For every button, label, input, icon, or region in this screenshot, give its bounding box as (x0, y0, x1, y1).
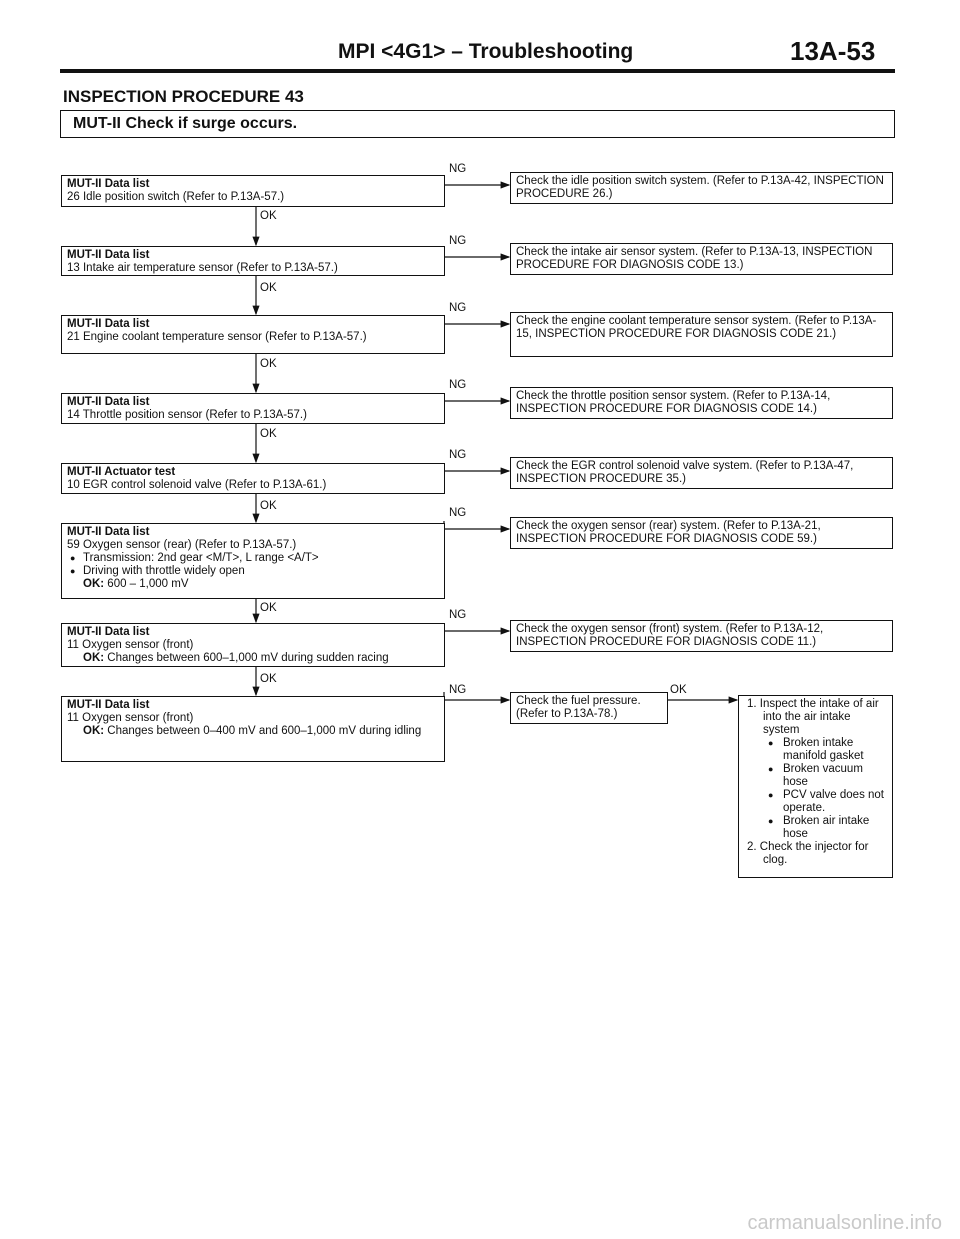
ok-label-final: OK (670, 684, 687, 696)
step-3-title: MUT-II Data list (67, 318, 150, 330)
step-5-title: MUT-II Actuator test (67, 466, 176, 478)
final-item-2-num: 2. (747, 841, 757, 853)
step-2-title: MUT-II Data list (67, 249, 150, 261)
procedure-title: MUT-II Check if surge occurs. (73, 115, 298, 132)
step-6-bullet-1: ● Transmission: 2nd gear <M/T>, L range <A/T> (67, 552, 439, 565)
step-6-bullet-2: ● Driving with throttle widely open (67, 565, 439, 578)
step-box-6 (61, 523, 445, 599)
step-box-1 (61, 175, 445, 207)
ng-action-6: Check the oxygen sensor (rear) system. (Refer to P.13A-21, INSPECTION PROCEDURE FOR DIAGNOSIS CODE 59.) (516, 520, 821, 545)
step-4-line: 14 Throttle position sensor (Refer to P.13A-57.) (67, 409, 307, 421)
final-item-1 (743, 698, 888, 737)
step-7-ok-val: Changes between 600–1,000 mV during sudden racing (107, 652, 389, 664)
step-7-ok (67, 652, 439, 665)
step-8-ok (67, 725, 439, 738)
step-8-ok-key: OK: (83, 725, 105, 737)
ng-action-box-4 (510, 387, 893, 419)
ng-label-6: NG (449, 507, 467, 519)
step-1-line: 26 Idle position switch (Refer to P.13A-57.) (67, 191, 285, 203)
watermark: carmanualsonline.info (747, 1212, 942, 1234)
step-6-title: MUT-II Data list (67, 526, 150, 538)
ng-action-4: Check the throttle position sensor system. (Refer to P.13A-14, INSPECTION PROCEDURE FOR DIAGNOSIS CODE 14.) (516, 390, 831, 415)
final-item-2-text: Check the injector for clog. (759, 841, 869, 866)
final-item-1-bullet-4: ● Broken air intake hose (743, 815, 888, 841)
ng-action-box-7 (510, 620, 893, 652)
final-item-1-bullet-3: ● PCV valve does not operate. (743, 789, 888, 815)
ng-action-box-6 (510, 517, 893, 549)
step-7-ok-key: OK: (83, 652, 105, 664)
step-6-ok (67, 578, 439, 591)
ng-label-4: NG (449, 379, 467, 391)
ng-action-2: Check the intake air sensor system. (Refer to P.13A-13, INSPECTION PROCEDURE FOR DIAGNOSIS CODE 13.) (516, 246, 873, 271)
ng-action-3: Check the engine coolant temperature sensor system. (Refer to P.13A-15, INSPECTION PROCEDURE FOR DIAGNOSIS CODE 21.) (516, 315, 877, 340)
step-2-line: 13 Intake air temperature sensor (Refer to P.13A-57.) (67, 262, 338, 274)
header-title: MPI <4G1> – Troubleshooting (338, 40, 634, 63)
step-8-title: MUT-II Data list (67, 699, 150, 711)
final-item-1-num: 1. (747, 698, 757, 710)
step-6-line: 59 Oxygen sensor (rear) (Refer to P.13A-57.) (67, 539, 297, 551)
ok-label-2: OK (260, 282, 277, 294)
step-box-8 (61, 696, 445, 762)
ok-label-5: OK (260, 500, 277, 512)
final-item-1-text: Inspect the intake of air into the air intake system (759, 698, 879, 736)
step-box-2 (61, 246, 445, 276)
ng-action-1: Check the idle position switch system. (Refer to P.13A-42, INSPECTION PROCEDURE 26.) (516, 175, 884, 200)
ng-action-7: Check the oxygen sensor (front) system. (Refer to P.13A-12, INSPECTION PROCEDURE FOR DIAGNOSIS CODE 11.) (516, 623, 824, 648)
page-number: 13A-53 (790, 36, 876, 66)
ng-label-5: NG (449, 449, 467, 461)
step-7-line: 11 Oxygen sensor (front) (67, 639, 194, 651)
step-7-title: MUT-II Data list (67, 626, 150, 638)
step-1-title: MUT-II Data list (67, 178, 150, 190)
ok-label-1: OK (260, 210, 277, 222)
ng-action-box-2 (510, 243, 893, 275)
ng-label-7: NG (449, 609, 467, 621)
step-box-5 (61, 463, 445, 494)
step-box-7 (61, 623, 445, 667)
step-5-line: 10 EGR control solenoid valve (Refer to P.13A-61.) (67, 479, 327, 491)
step-6-ok-key: OK: (83, 578, 105, 590)
section-title: INSPECTION PROCEDURE 43 (63, 87, 304, 106)
step-box-3 (61, 315, 445, 354)
ok-label-7: OK (260, 673, 277, 685)
step-4-title: MUT-II Data list (67, 396, 150, 408)
ng-label-2: NG (449, 235, 467, 247)
ng-action-box-5 (510, 457, 893, 489)
ng-action-8: Check the fuel pressure. (Refer to P.13A-78.) (516, 695, 641, 720)
ng-action-box-3 (510, 312, 893, 357)
final-item-1-bullet-1: ● Broken intake manifold gasket (743, 737, 888, 763)
ng-action-box-1 (510, 172, 893, 204)
final-item-1-bullet-2: ● Broken vacuum hose (743, 763, 888, 789)
ok-label-4: OK (260, 428, 277, 440)
ok-label-6: OK (260, 602, 277, 614)
step-box-4 (61, 393, 445, 424)
ng-label-3: NG (449, 302, 467, 314)
step-3-line: 21 Engine coolant temperature sensor (Refer to P.13A-57.) (67, 331, 367, 343)
step-6-ok-val: 600 – 1,000 mV (107, 578, 189, 590)
ng-action-5: Check the EGR control solenoid valve system. (Refer to P.13A-47, INSPECTION PROCEDURE 35.) (516, 460, 854, 485)
ng-label-1: NG (449, 163, 467, 175)
ok-label-3: OK (260, 358, 277, 370)
ng-label-8: NG (449, 684, 467, 696)
final-action-box (738, 695, 893, 878)
final-item-2 (743, 841, 888, 867)
step-8-ok-val: Changes between 0–400 mV and 600–1,000 mV during idling (107, 725, 422, 737)
ng-action-box-8 (510, 692, 668, 724)
step-8-line: 11 Oxygen sensor (front) (67, 712, 194, 724)
